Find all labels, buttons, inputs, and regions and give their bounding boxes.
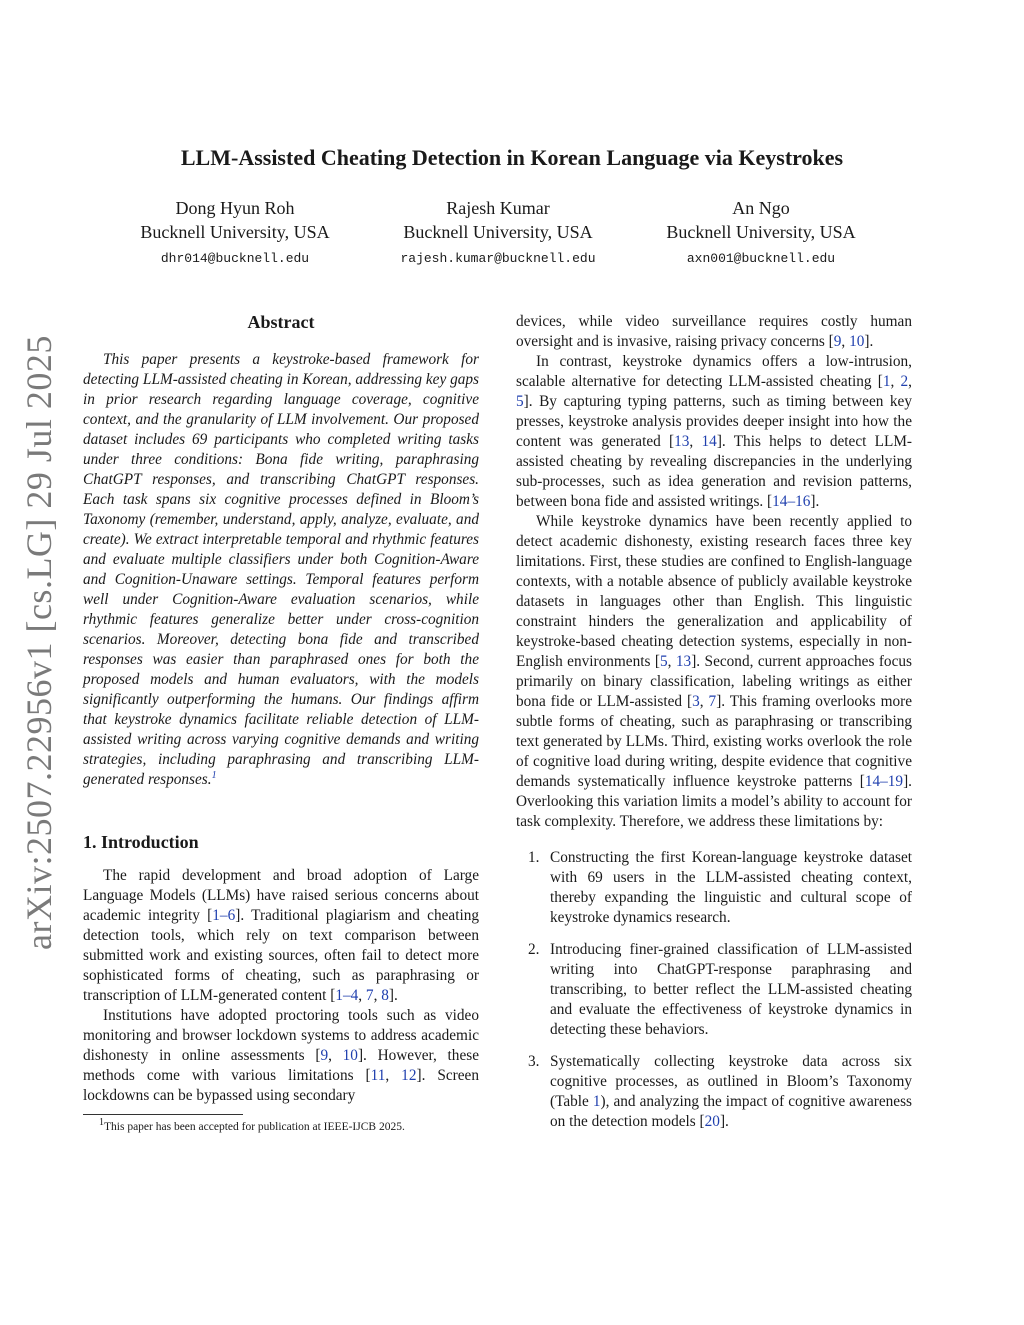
citation-link[interactable]: 3	[692, 693, 700, 710]
footnote-marker[interactable]: 1	[211, 769, 217, 781]
arxiv-identifier-stamp: arXiv:2507.22956v1 [cs.LG] 29 Jul 2025	[19, 335, 59, 950]
citation-link[interactable]: 13	[674, 433, 690, 450]
list-item: 3. Systematically collecting keystroke data across six cognitive processes, as outlined in Bloom’s Taxonomy (Table 1), and analyzing the impact of cognitive awareness on the detection models [20].	[528, 1053, 912, 1130]
intro-paragraph-1: The rapid development and broad adoption of Large Language Models (LLMs) have raised serious concerns about academic integrity [1–6]. Traditional plagiarism and cheating detection tools, which rely on text comparison between submitted work and existing sources, often fail to detect more sophisticated forms of cheating, such as paraphrasing or transcription of LLM-generated content [1–4, 7, 8].	[83, 867, 479, 1004]
author-affiliation: Bucknell University, USA	[403, 222, 593, 242]
citation-link[interactable]: 11	[370, 1067, 386, 1084]
author-2	[378, 196, 618, 271]
footnote-divider	[83, 1114, 243, 1115]
citation-link[interactable]: 8	[381, 987, 389, 1004]
author-1	[115, 196, 355, 271]
citation-link[interactable]: 10	[849, 333, 865, 350]
paper-title: LLM-Assisted Cheating Detection in Korean Language via Keystrokes	[180, 145, 844, 170]
author-name: Rajesh Kumar	[446, 198, 550, 218]
left-column	[83, 312, 479, 1135]
intro-paragraph-2-continued: devices, while video surveillance requires costly human oversight and is invasive, raising privacy concerns [9, 10].	[516, 313, 912, 350]
citation-link[interactable]: 14–19	[864, 773, 904, 790]
citation-link[interactable]: 1–6	[212, 907, 236, 924]
citation-link[interactable]: 20	[704, 1113, 720, 1130]
right-column	[516, 312, 912, 1144]
citation-link[interactable]: 14	[701, 433, 717, 450]
citation-link[interactable]: 14–16	[772, 493, 811, 510]
contribution-list	[516, 848, 912, 1132]
citation-link[interactable]: 9	[320, 1047, 329, 1064]
citation-link[interactable]: 9	[833, 333, 842, 350]
citation-link[interactable]: 10	[342, 1047, 358, 1064]
abstract-heading: Abstract	[247, 312, 315, 332]
table-reference-link[interactable]: 1	[592, 1093, 601, 1110]
citation-link[interactable]: 13	[675, 653, 692, 670]
citation-link[interactable]: 5	[516, 393, 524, 410]
author-3	[641, 196, 881, 271]
section-heading-introduction: 1. Introduction	[83, 832, 199, 852]
footnote-number: 1	[99, 1117, 104, 1129]
author-affiliation: Bucknell University, USA	[666, 222, 856, 242]
list-item: 1. Constructing the first Korean-language keystroke dataset with 69 users in the LLM-assisted cheating context, thereby expanding the linguistic and cultural scope of keystroke dynamics research.	[528, 849, 912, 926]
citation-link[interactable]: 7	[365, 987, 374, 1004]
citation-link[interactable]: 2	[900, 373, 909, 390]
list-item: 2. Introducing finer-grained classification of LLM-assisted writing into ChatGPT-response paraphrasing and transcribing, to better reflect the LLM-assisted cheating and evaluate the effectiveness of keystroke dynamics in detecting these behaviors.	[528, 941, 912, 1038]
author-email[interactable]: axn001@bucknell.edu	[686, 251, 836, 266]
author-name: An Ngo	[732, 198, 790, 218]
author-email[interactable]: rajesh.kumar@bucknell.edu	[400, 251, 596, 266]
citation-link[interactable]: 7	[708, 693, 717, 710]
abstract-text: This paper presents a keystroke-based framework for detecting LLM-assisted cheating in Korean, addressing key gaps in prior research regarding language coverage, cognitive context, and the granularity of LLM involvement. Our proposed dataset includes 69 participants who completed writing tasks under three conditions: Bona fide writing, paraphrasing ChatGPT responses, and transcribing ChatGPT responses. Each task spans six cognitive processes defined in Bloom’s Taxonomy (remember, understand, apply, analyze, evaluate, and create). We extract interpretable temporal and rhythmic features and evaluate multiple classifiers under both Cognition-Aware and Cognition-Unaware settings. Temporal features perform well under Cognition-Aware evaluation scenarios, while rhythmic features generalize better under cross-cognition scenarios. Moreover, detecting bona fide and transcribed responses was easier than paraphrased ones for both the proposed models and human evaluators, with the models significantly outperforming the humans. Our findings affirm that keystroke dynamics facilitate reliable detection of LLM-assisted writing across varying cognitive demands and writing strategies, including paraphrasing and transcribing LLM-generated responses.$^1$	[83, 351, 479, 788]
citation-link[interactable]: 1–4	[335, 987, 359, 1004]
intro-paragraph-2: Institutions have adopted proctoring tools such as video monitoring and browser lockdown systems to address academic dishonesty in online assessments [9, 10]. However, these methods come with various limitations [11, 12]. Screen lockdowns can be bypassed using secondary	[83, 1007, 479, 1104]
author-name: Dong Hyun Roh	[175, 198, 295, 218]
footnote: $^1$This paper has been accepted for publication at IEEE-IJCB 2025.	[99, 1117, 405, 1133]
citation-link[interactable]: 5	[659, 653, 668, 670]
citation-link[interactable]: 1	[882, 373, 891, 390]
author-affiliation: Bucknell University, USA	[140, 222, 330, 242]
author-email[interactable]: dhr014@bucknell.edu	[160, 251, 310, 266]
citation-link[interactable]: 12	[401, 1067, 417, 1084]
intro-paragraph-4: While keystroke dynamics have been recently applied to detect academic dishonesty, existing research faces three key limitations. First, these studies are confined to English-language contexts, with a notable absence of publicly available keystroke datasets in languages other than English. This linguistic constraint hinders the generalization and applicability of keystroke-based cheating detection systems, especially in non-English environments [5, 13]. Second, current approaches focus primarily on binary classification, labeling writings as either bona fide or LLM-assisted [3, 7]. This framing overlooks more subtle forms of cheating, such as paraphrasing or transcribing text generated by LLMs. Third, existing works overlook the role of cognitive load during writing, despite evidence that cognitive demands systematically influence keystroke patterns [14–19]. Overlooking this variation limits a model’s ability to account for task complexity. Therefore, we address these limitations by:	[516, 513, 912, 830]
intro-paragraph-3: In contrast, keystroke dynamics offers a low-intrusion, scalable alternative for detecting LLM-assisted cheating [1, 2, 5]. By capturing typing patterns, such as timing between key presses, keystroke analysis provides deeper insight into how the content was generated [13, 14]. This helps to detect LLM-assisted cheating by revealing discrepancies in the underlying sub-processes, such as idea generation and revision patterns, between bona fide and assisted writings. [14–16].	[516, 353, 913, 510]
